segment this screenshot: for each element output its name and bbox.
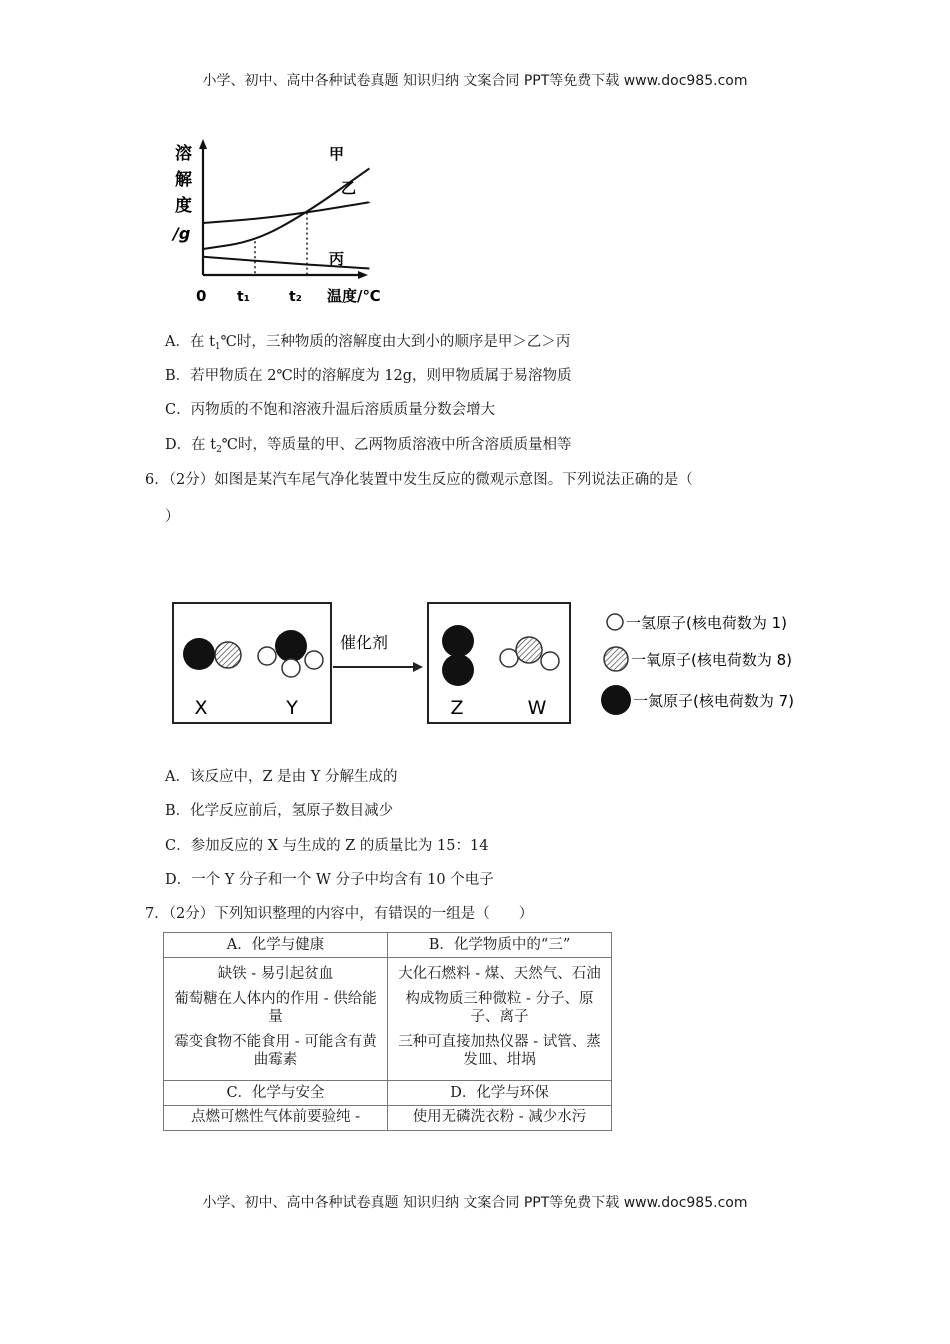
table-cell-b bbox=[388, 958, 612, 1081]
y-axis-arrow bbox=[199, 139, 207, 149]
q6-stem-end: ） bbox=[165, 509, 180, 525]
legend-oxygen-icon bbox=[604, 647, 628, 671]
xtick-0: 0 bbox=[196, 287, 207, 305]
label-z: Z bbox=[450, 697, 464, 719]
q5-option-a: A．在 $t_1℃$时，三种物质的溶解度由大到小的顺序是甲＞乙＞丙 bbox=[165, 334, 571, 352]
w-hydrogen-atom-right bbox=[541, 652, 559, 670]
z-nitrogen-atom-top bbox=[442, 625, 474, 657]
legend-nitrogen-icon bbox=[601, 685, 631, 715]
series-yi bbox=[203, 202, 369, 223]
table-cell-a bbox=[164, 958, 388, 1081]
series-label-bing: 丙 bbox=[329, 250, 345, 268]
b-item-1: 大化石燃料 - 煤、天然气、石油 bbox=[398, 966, 601, 982]
xlabel: 温度/℃ bbox=[327, 287, 381, 305]
xtick-t2: t₂ bbox=[289, 289, 302, 305]
b-item-2: 构成物质三种微粒 - 分子、原子、离子 bbox=[405, 991, 594, 1025]
q5-option-c: C．丙物质的不饱和溶液升温后溶质质量分数会增大 bbox=[165, 402, 496, 418]
x-nitrogen-atom bbox=[183, 638, 215, 670]
table-head-c: C．化学与安全 bbox=[164, 1081, 388, 1106]
a-item-2: 葡萄糖在人体内的作用 - 供给能量 bbox=[174, 991, 377, 1025]
label-y: Y bbox=[286, 697, 298, 719]
series-label-jia: 甲 bbox=[329, 145, 345, 163]
ylabel-2: 度 bbox=[175, 196, 192, 216]
x-oxygen-atom bbox=[215, 642, 241, 668]
q6-option-a: A．该反应中，Z 是由 Y 分解生成的 bbox=[165, 769, 398, 785]
legend-nitrogen: 一氮原子(核电荷数为 7) bbox=[633, 692, 795, 710]
a-item-1: 缺铁 - 易引起贫血 bbox=[217, 966, 334, 982]
label-w: W bbox=[527, 697, 547, 719]
series-bing bbox=[203, 257, 369, 269]
xtick-t1: t₁ bbox=[237, 289, 250, 305]
table-head-a: A．化学与健康 bbox=[164, 933, 388, 958]
legend-oxygen: 一氧原子(核电荷数为 8) bbox=[631, 651, 793, 669]
ylabel-0: 溶 bbox=[175, 144, 192, 164]
w-oxygen-atom bbox=[516, 637, 542, 663]
b-item-3: 三种可直接加热仪器 - 试管、蒸发皿、坩埚 bbox=[398, 1034, 601, 1068]
ylabel-3: /g bbox=[173, 224, 191, 243]
q6-option-c: C．参加反应的 X 与生成的 Z 的质量比为 15：14 bbox=[165, 838, 489, 854]
q6-option-d: D．一个 Y 分子和一个 W 分子中均含有 10 个电子 bbox=[165, 872, 494, 888]
label-x: X bbox=[194, 697, 208, 719]
x-axis-arrow bbox=[358, 271, 368, 279]
legend-hydrogen: 一氢原子(核电荷数为 1) bbox=[626, 614, 788, 632]
series-label-yi: 乙 bbox=[341, 179, 357, 197]
q6-stem: 6．（2分）如图是某汽车尾气净化装置中发生反应的微观示意图。下列说法正确的是（ bbox=[145, 472, 693, 488]
ylabel-1: 解 bbox=[175, 170, 192, 190]
reaction-arrowhead bbox=[413, 662, 423, 672]
catalyst-label: 催化剂 bbox=[340, 633, 389, 652]
a-item-3: 霉变食物不能食用 - 可能含有黄曲霉素 bbox=[174, 1034, 377, 1068]
y-hydrogen-atom-right bbox=[305, 651, 323, 669]
y-hydrogen-atom-left bbox=[258, 647, 276, 665]
y-hydrogen-atom-bottom bbox=[282, 659, 300, 677]
z-nitrogen-atom-bottom bbox=[442, 654, 474, 686]
q6-option-b: B．化学反应前后，氢原子数目减少 bbox=[165, 803, 394, 819]
table-head-d: D．化学与环保 bbox=[388, 1081, 612, 1106]
c-item-1: 点燃可燃性气体前要验纯 - bbox=[164, 1106, 388, 1131]
legend-hydrogen-icon bbox=[607, 614, 623, 630]
header-banner: 小学、初中、高中各种试卷真题 知识归纳 文案合同 PPT等免费下载 www.doc985.com bbox=[202, 73, 748, 89]
footer-banner: 小学、初中、高中各种试卷真题 知识归纳 文案合同 PPT等免费下载 www.doc985.com bbox=[202, 1195, 748, 1211]
knowledge-table bbox=[163, 932, 612, 1131]
solubility-chart bbox=[165, 135, 415, 310]
q5-option-d: D．在 $t_2℃$时，等质量的甲、乙两物质溶液中所含溶质质量相等 bbox=[165, 437, 572, 455]
d-item-1: 使用无磷洗衣粉 - 减少水污 bbox=[388, 1106, 612, 1131]
table-head-b: B．化学物质中的“三” bbox=[388, 933, 612, 958]
reaction-diagram bbox=[165, 598, 865, 728]
q5-option-b: B．若甲物质在 2℃时的溶解度为 12g，则甲物质属于易溶物质 bbox=[165, 368, 572, 384]
w-hydrogen-atom-left bbox=[500, 649, 518, 667]
q7-stem: 7．（2分）下列知识整理的内容中，有错误的一组是（ ） bbox=[145, 906, 534, 922]
y-nitrogen-atom bbox=[275, 630, 307, 662]
